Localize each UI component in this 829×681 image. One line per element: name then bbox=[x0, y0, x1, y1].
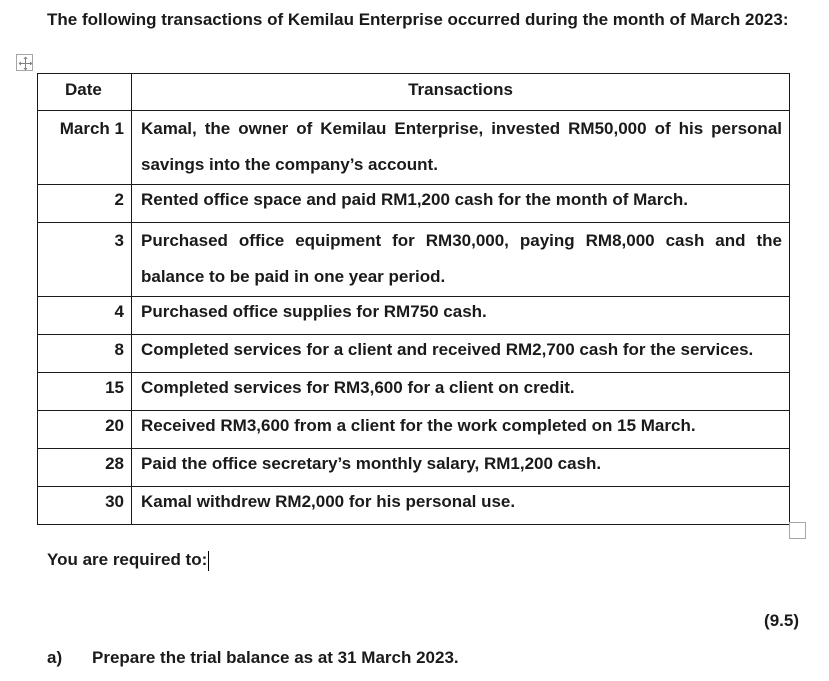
question-a-text: Prepare the trial balance as at 31 March 2023. bbox=[92, 648, 459, 667]
table-row bbox=[38, 185, 790, 223]
row-transaction: Received RM3,600 from a client for the work completed on 15 March. bbox=[132, 411, 790, 449]
row-transaction: Completed services for a client and received RM2,700 cash for the services. bbox=[132, 335, 790, 373]
date-column-header: Date bbox=[38, 74, 132, 111]
row-date: 30 bbox=[38, 487, 132, 525]
table-row bbox=[38, 487, 790, 525]
transactions-table bbox=[37, 73, 790, 525]
table-row bbox=[38, 449, 790, 487]
row-transaction: Kamal withdrew RM2,000 for his personal use. bbox=[132, 487, 790, 525]
row-transaction: Completed services for RM3,600 for a client on credit. bbox=[132, 373, 790, 411]
table-row bbox=[38, 411, 790, 449]
row-transaction: Rented office space and paid RM1,200 cash for the month of March. bbox=[132, 185, 790, 223]
row-date: 20 bbox=[38, 411, 132, 449]
intro-paragraph: The following transactions of Kemilau Enterprise occurred during the month of March 2023: bbox=[47, 10, 789, 29]
required-heading bbox=[47, 548, 209, 572]
transactions-column-header: Transactions bbox=[132, 74, 790, 111]
row-date: March 1 bbox=[38, 111, 132, 185]
marks-label: (9.5) bbox=[764, 611, 799, 630]
move-arrows-icon[interactable] bbox=[16, 54, 33, 71]
table-header-row bbox=[38, 74, 790, 111]
row-date: 3 bbox=[38, 223, 132, 297]
text-cursor bbox=[208, 551, 209, 571]
row-transaction: Purchased office supplies for RM750 cash. bbox=[132, 297, 790, 335]
table-row bbox=[38, 373, 790, 411]
table-row bbox=[38, 297, 790, 335]
table-row bbox=[38, 335, 790, 373]
row-transaction: Kamal, the owner of Kemilau Enterprise, invested RM50,000 of his personal savings into the company’s account. bbox=[132, 111, 790, 185]
row-transaction: Paid the office secretary’s monthly salary, RM1,200 cash. bbox=[132, 449, 790, 487]
row-date: 28 bbox=[38, 449, 132, 487]
row-date: 4 bbox=[38, 297, 132, 335]
row-date: 8 bbox=[38, 335, 132, 373]
question-a-label: a) bbox=[47, 648, 63, 667]
required-text: You are required to: bbox=[47, 550, 208, 569]
resize-square-icon[interactable] bbox=[789, 522, 806, 539]
table-row bbox=[38, 223, 790, 297]
table-row bbox=[38, 111, 790, 185]
row-date: 2 bbox=[38, 185, 132, 223]
row-transaction: Purchased office equipment for RM30,000, paying RM8,000 cash and the balance to be paid in one year period. bbox=[132, 223, 790, 297]
row-date: 15 bbox=[38, 373, 132, 411]
